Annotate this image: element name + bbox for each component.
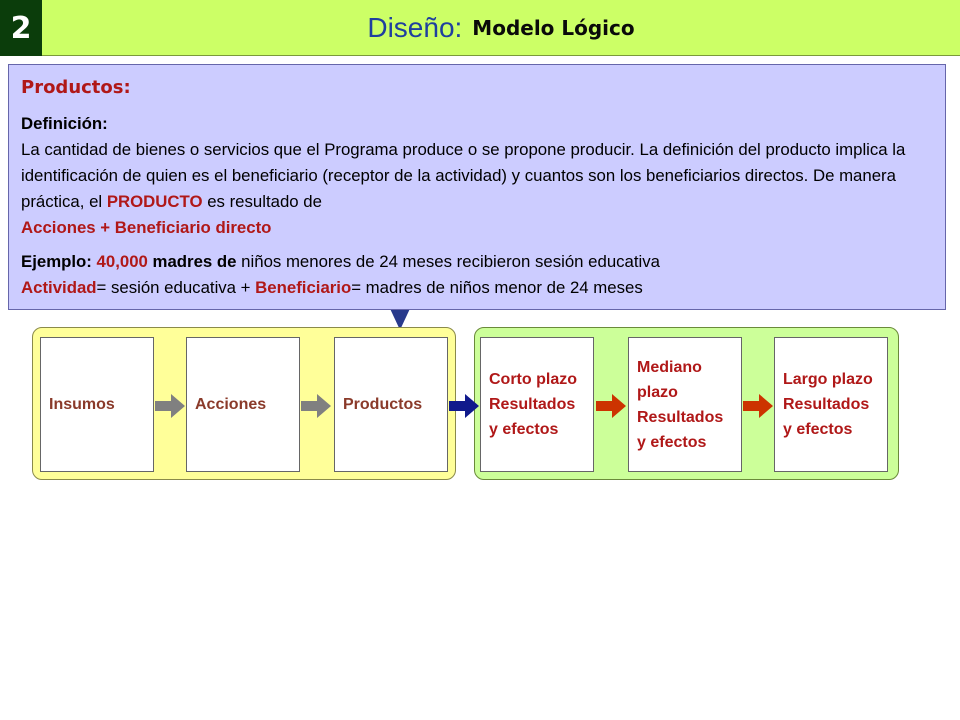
- beneficiary-text: = madres de niños menor de 24 meses: [351, 278, 643, 297]
- title-main: Diseño:: [367, 12, 463, 43]
- box-line: Corto plazo: [489, 371, 577, 388]
- title-sub: Modelo Lógico: [472, 16, 635, 40]
- insumos-box: [40, 337, 154, 472]
- arrow-right-icon: [596, 394, 626, 418]
- slide-number: 2: [0, 0, 42, 56]
- definition-label: Definición:: [21, 114, 108, 133]
- box-line: Insumos: [49, 396, 115, 413]
- box-line: y efectos: [783, 421, 853, 438]
- box-lines: [195, 392, 266, 417]
- definition-tail: es resultado de: [202, 192, 322, 211]
- box-line: Resultados: [637, 408, 724, 426]
- arrow-right-icon: [301, 394, 331, 418]
- box-line: Largo plazo: [783, 371, 873, 388]
- box-line: Resultados: [783, 396, 870, 413]
- box-lines: [489, 367, 577, 442]
- box-lines: [49, 392, 115, 417]
- definition-text: La cantidad de bienes o servicios que el Programa produce o se propone producir. La definición del producto implica la identificación de quien es el beneficiario (receptor de la actividad) y cuantos son los beneficiarios directos. De manera práctica, el: [21, 140, 906, 211]
- box-line: Acciones: [195, 396, 267, 413]
- acciones-box: [186, 337, 300, 472]
- box-line: Productos: [343, 396, 423, 413]
- definition-callout: [8, 64, 946, 310]
- arrow-right-icon: [155, 394, 185, 418]
- largo-plazo-box: [774, 337, 888, 472]
- activity-text: = sesión educativa +: [96, 278, 256, 297]
- definition-paragraph: [21, 111, 933, 241]
- example-text: niños menores de 24 meses recibieron sesión educativa: [241, 252, 661, 271]
- mediano-plazo-box: [628, 337, 742, 472]
- definition-emph: PRODUCTO: [106, 192, 203, 211]
- box-line: y efectos: [489, 421, 559, 438]
- box-line: Mediano: [637, 358, 702, 376]
- productos-box: [334, 337, 448, 472]
- corto-plazo-box: [480, 337, 594, 472]
- page-title: [42, 0, 960, 56]
- box-lines: [343, 392, 422, 417]
- callout-heading: Productos:: [21, 77, 131, 98]
- box-line: Resultados: [489, 396, 576, 413]
- example-bold: madres de: [152, 252, 237, 271]
- box-lines: [783, 367, 873, 442]
- box-lines: [637, 355, 723, 455]
- formula: Acciones + Beneficiario directo: [21, 218, 272, 237]
- arrow-right-icon: [449, 394, 479, 418]
- example-number: 40,000: [96, 252, 148, 271]
- activity-label: Actividad: [21, 278, 97, 297]
- box-line: y efectos: [637, 433, 707, 451]
- header-bar: [0, 0, 960, 56]
- example-label: Ejemplo:: [21, 252, 92, 271]
- beneficiary-label: Beneficiario: [255, 278, 352, 297]
- example-paragraph: [21, 249, 933, 301]
- box-line: plazo: [637, 383, 678, 401]
- arrow-right-icon: [743, 394, 773, 418]
